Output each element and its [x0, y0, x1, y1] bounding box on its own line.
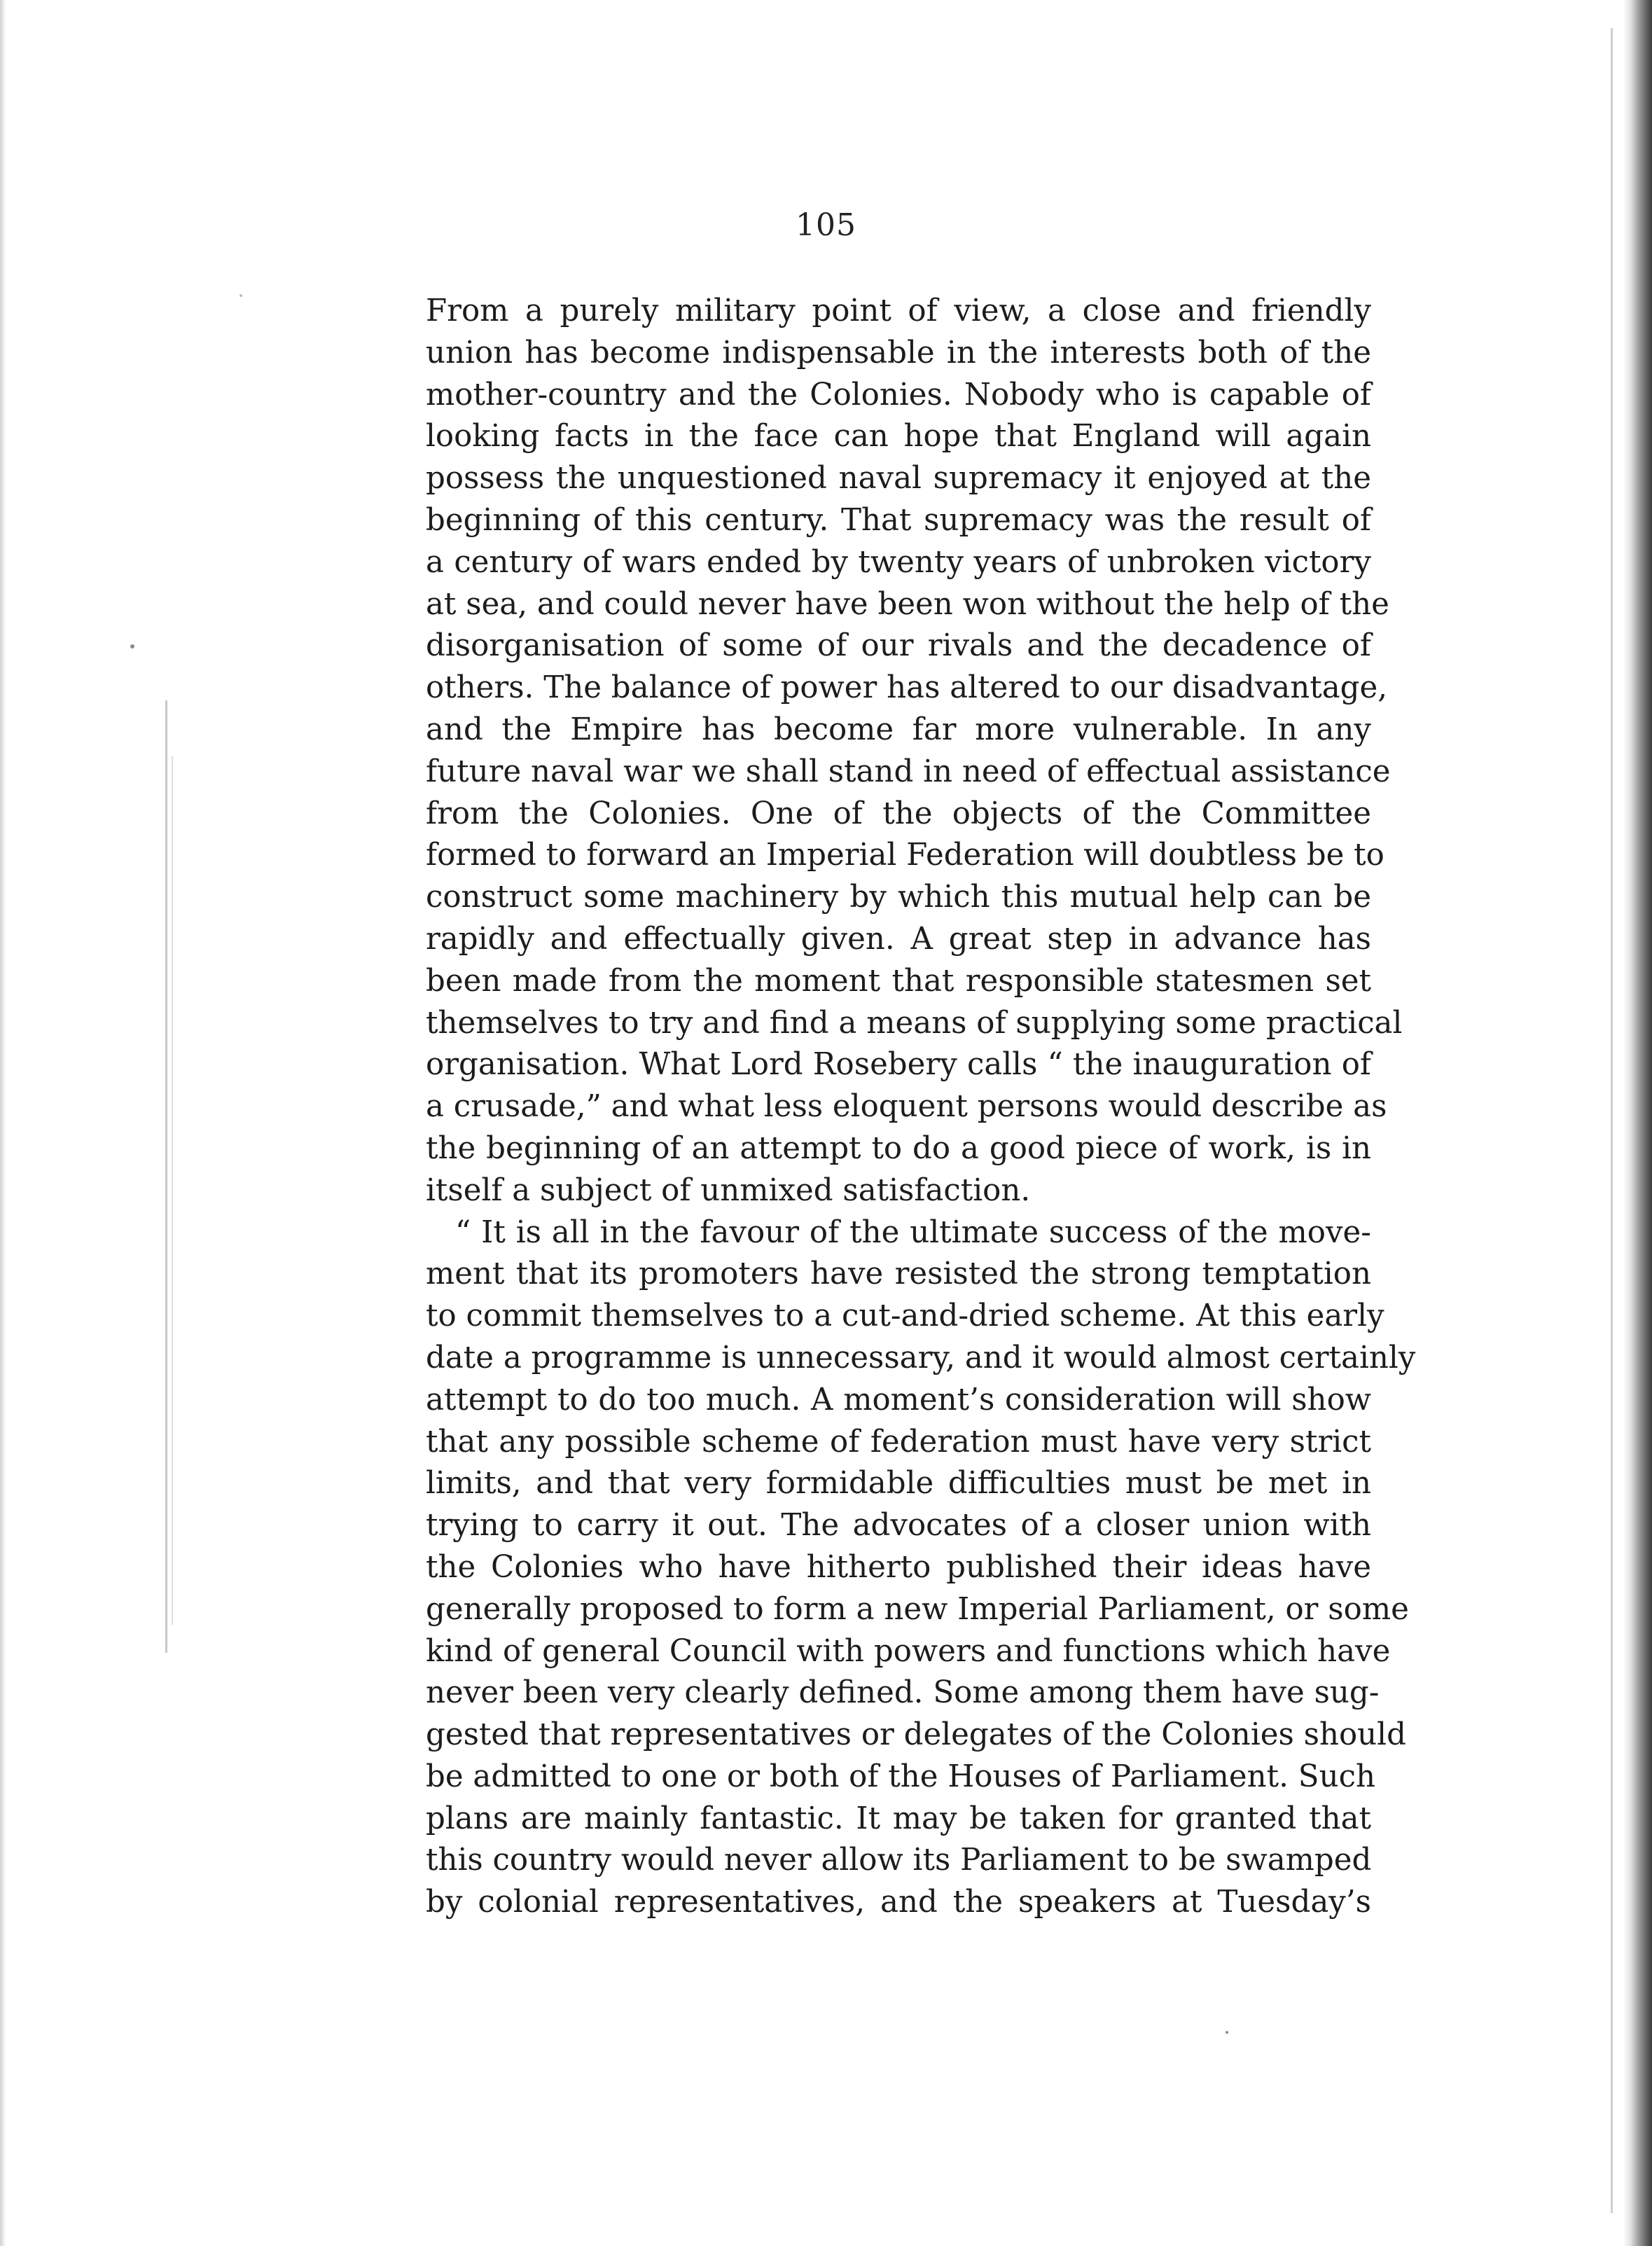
text-line: rapidly and effectually given. A great step in advance has: [426, 921, 1371, 957]
text-line: never been very clearly defined. Some among them have sug-: [426, 1675, 1380, 1711]
body-text: [426, 291, 1416, 1924]
text-line: the beginning of an attempt to do a good piece of work, is in: [426, 1130, 1371, 1166]
page-number: 105: [796, 207, 856, 243]
text-line: trying to carry it out. The advocates of a closer union with: [426, 1508, 1371, 1544]
text-line: kind of general Council with powers and functions which have: [426, 1633, 1391, 1669]
text-line: a century of wars ended by twenty years of unbroken victory: [426, 544, 1371, 580]
text-line: the Colonies who have hitherto published their ideas have: [426, 1549, 1371, 1585]
text-line: possess the unquestioned naval supremacy it enjoyed at the: [426, 461, 1371, 497]
right-binding-edge: [1623, 0, 1652, 2246]
text-line: a crusade,” and what less eloquent persons would describe as: [426, 1089, 1387, 1125]
text-line: organisation. What Lord Rosebery calls “ the inauguration of: [426, 1047, 1371, 1083]
text-line: from the Colonies. One of the objects of the Committee: [426, 796, 1371, 831]
scan-speck: [1226, 2031, 1228, 2034]
text-line: ment that its promoters have resisted the strong temptation: [426, 1256, 1371, 1292]
text-line: others. The balance of power has altered to our disadvantage,: [426, 670, 1388, 706]
text-line: this country would never allow its Parliament to be swamped: [426, 1843, 1372, 1878]
text-line: at sea, and could never have been won without the help of the: [426, 586, 1389, 622]
text-line: union has become indispensable in the interests both of the: [426, 335, 1371, 370]
text-line: formed to forward an Imperial Federation will doubtless be to: [426, 838, 1384, 873]
text-line: and the Empire has become far more vulnerable. In any: [426, 712, 1371, 747]
text-line: limits, and that very formidable difficulties must be met in: [426, 1466, 1371, 1502]
text-line: itself a subject of unmixed satisfaction.: [426, 1172, 1031, 1208]
paragraph-1: [426, 291, 1403, 1212]
scan-artifact-line: [165, 700, 167, 1653]
text-line: mother-country and the Colonies. Nobody who is capable of: [426, 377, 1371, 413]
scan-speck: [130, 644, 134, 649]
text-line: by colonial representatives, and the speakers at Tuesday’s: [426, 1885, 1371, 1920]
text-line: attempt to do too much. A moment’s consideration will show: [426, 1382, 1371, 1417]
text-line: construct some machinery by which this mutual help can be: [426, 880, 1371, 915]
text-line: plans are mainly fantastic. It may be taken for granted that: [426, 1801, 1371, 1836]
text-line: disorganisation of some of our rivals and the decadence of: [426, 628, 1371, 664]
text-line: to commit themselves to a cut-and-dried scheme. At this early: [426, 1298, 1384, 1334]
text-line: date a programme is unnecessary, and it would almost certainly: [426, 1340, 1416, 1375]
text-line: From a purely military point of view, a close and friendly: [426, 293, 1371, 328]
text-line: beginning of this century. That supremacy was the result of: [426, 502, 1371, 538]
text-line: future naval war we shall stand in need of effectual assistance: [426, 754, 1391, 789]
scan-artifact-line: [172, 756, 173, 1625]
text-line: gested that representatives or delegates of the Colonies should: [426, 1717, 1406, 1753]
left-page-edge: [0, 0, 6, 2246]
text-line: that any possible scheme of federation must have very strict: [426, 1424, 1371, 1460]
scan-speck: [240, 294, 242, 297]
text-line: be admitted to one or both of the Houses of Parliament. Such: [426, 1759, 1375, 1794]
text-line: themselves to try and find a means of supplying some practical: [426, 1005, 1403, 1041]
text-line: looking facts in the face can hope that England will again: [426, 419, 1371, 455]
text-line: “ It is all in the favour of the ultimate success of the move-: [455, 1214, 1371, 1250]
binding-shadow-line: [1611, 28, 1613, 2213]
paragraph-2: [426, 1212, 1416, 1925]
text-line: generally proposed to form a new Imperial Parliament, or some: [426, 1591, 1409, 1627]
text-line: been made from the moment that responsible statesmen set: [426, 963, 1371, 999]
